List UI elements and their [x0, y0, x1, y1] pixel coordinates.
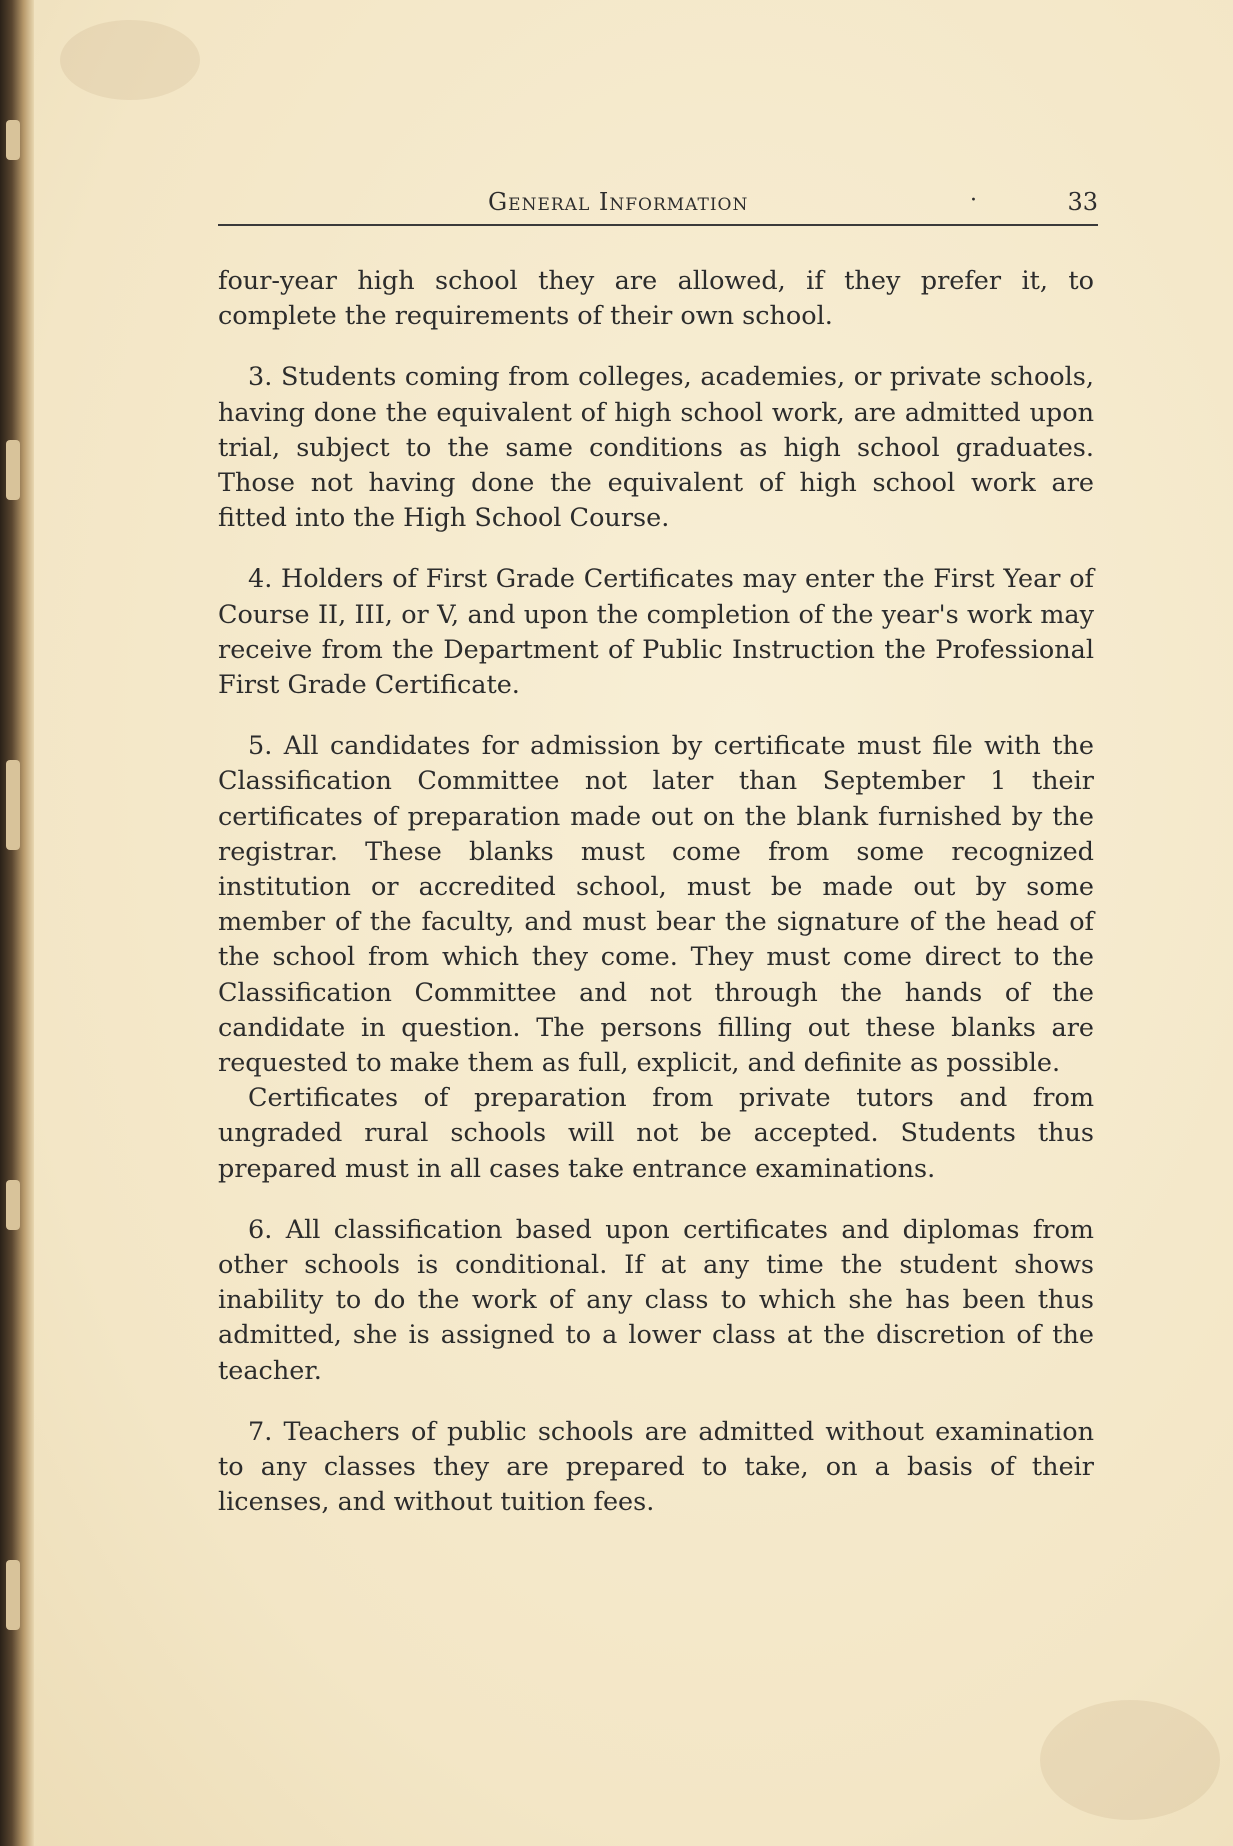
paragraph-item-5-continued: Certificates of preparation from private tutors and from ungraded rural schools will not be accepted. Students thus prepared must in all cases take entrance examinations. [218, 1083, 1094, 1184]
paragraph-continuation: four-year high school they are allowed, if they prefer it, to complete the requirements of their own school. [218, 266, 1094, 332]
running-title: General Information [488, 188, 749, 216]
book-spine-edge [0, 0, 34, 1846]
paragraph-item-7: 7. Teachers of public schools are admitted without examination to any classes they are prepared to take, on a basis of their licenses, and without tuition fees. [218, 1416, 1094, 1518]
paragraph-item-6: 6. All classification based upon certificates and diplomas from other schools is conditional. If at any time the student shows inability to do the work of any class to which she has been thus admitted, she is assigned to a lower class at the discretion of the teacher. [218, 1214, 1094, 1386]
spine-wear-mark [6, 760, 20, 850]
paper-stain [1040, 1700, 1220, 1820]
page-number: 33 [1067, 188, 1098, 216]
paragraph-item-4: 4. Holders of First Grade Certificates may enter the First Year of Course II, III, or V, and upon the completion of the year's work may receive from the Department of Public Instruction the Professional First Grade Certificate. [218, 564, 1094, 701]
paragraph-item-5: 5. All candidates for admission by certificate must file with the Classification Committee not later than September 1 their certificates of preparation made out on the blank furnished by the registrar. These blanks must come from some recognized institution or accredited school, must be made out by some member of the faculty, and must bear the signature of the head of the school from which they come. They must come direct to the Classification Committee and not through the hands of the candidate in question. The persons filling out these blanks are requested to make them as full, explicit, and definite as possible. [218, 731, 1094, 1079]
spine-wear-mark [6, 120, 20, 160]
spine-wear-mark [6, 1180, 20, 1230]
running-header [218, 188, 1098, 226]
spine-wear-mark [6, 1560, 20, 1630]
paper-stain [60, 20, 200, 100]
header-separator: · [970, 188, 977, 213]
body-text [218, 264, 1094, 1521]
paragraph-item-3: 3. Students coming from colleges, academies, or private schools, having done the equivalent of high school work, are admitted upon trial, subject to the same conditions as high school graduates. Those not having done the equivalent of high school work are fitted into the High School Course. [218, 362, 1094, 534]
spine-wear-mark [6, 440, 20, 500]
